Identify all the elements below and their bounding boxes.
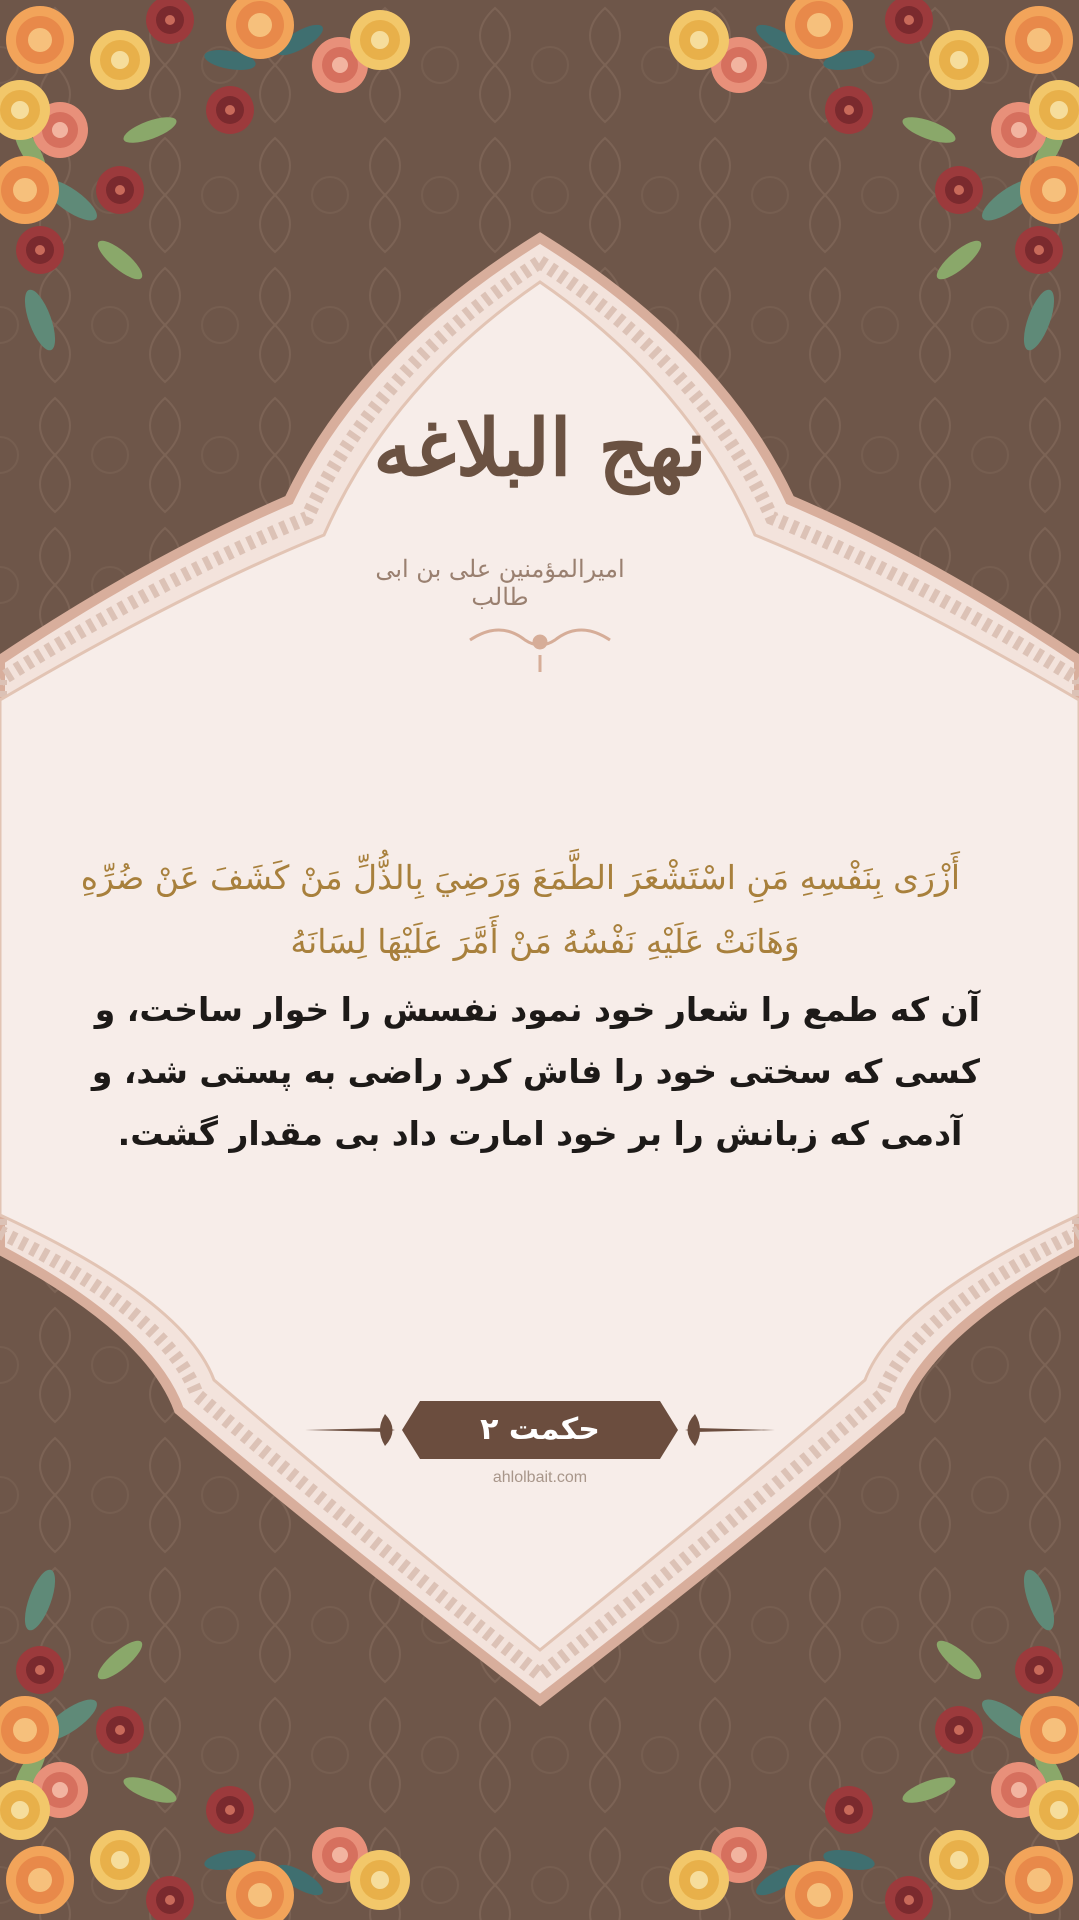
author-subtitle: امیرالمؤمنین علی بن ابی طالب (375, 555, 625, 611)
persian-line-2: کسی که سختی خود را فاش کرد راضی به پستی شد، و (91, 1052, 980, 1091)
arabic-line-1: أَزْرَى بِنَفْسِهِ مَنِ اسْتَشْعَرَ الطَّمَعَ وَرَضِيَ بِالذُّلِّ مَنْ كَشَفَ عَنْ ضُرِّهِ (80, 858, 960, 897)
website-text: ahlolbait.com (492, 1469, 588, 1486)
persian-line-3: آدمی که زبانش را بر خود امارت داد بی مقدار گشت. (117, 1114, 963, 1153)
hikmat-badge-label: حکمت ۲ (480, 1412, 600, 1447)
arabic-line-2: وَهَانَتْ عَلَيْهِ نَفْسُهُ مَنْ أَمَّرَ عَلَيْهَا لِسَانَهُ (290, 922, 800, 961)
persian-line-1: آن که طمع را شعار خود نمود نفسش را خوار ساخت، و (94, 990, 980, 1029)
book-title: نهج البلاغه (373, 403, 707, 494)
